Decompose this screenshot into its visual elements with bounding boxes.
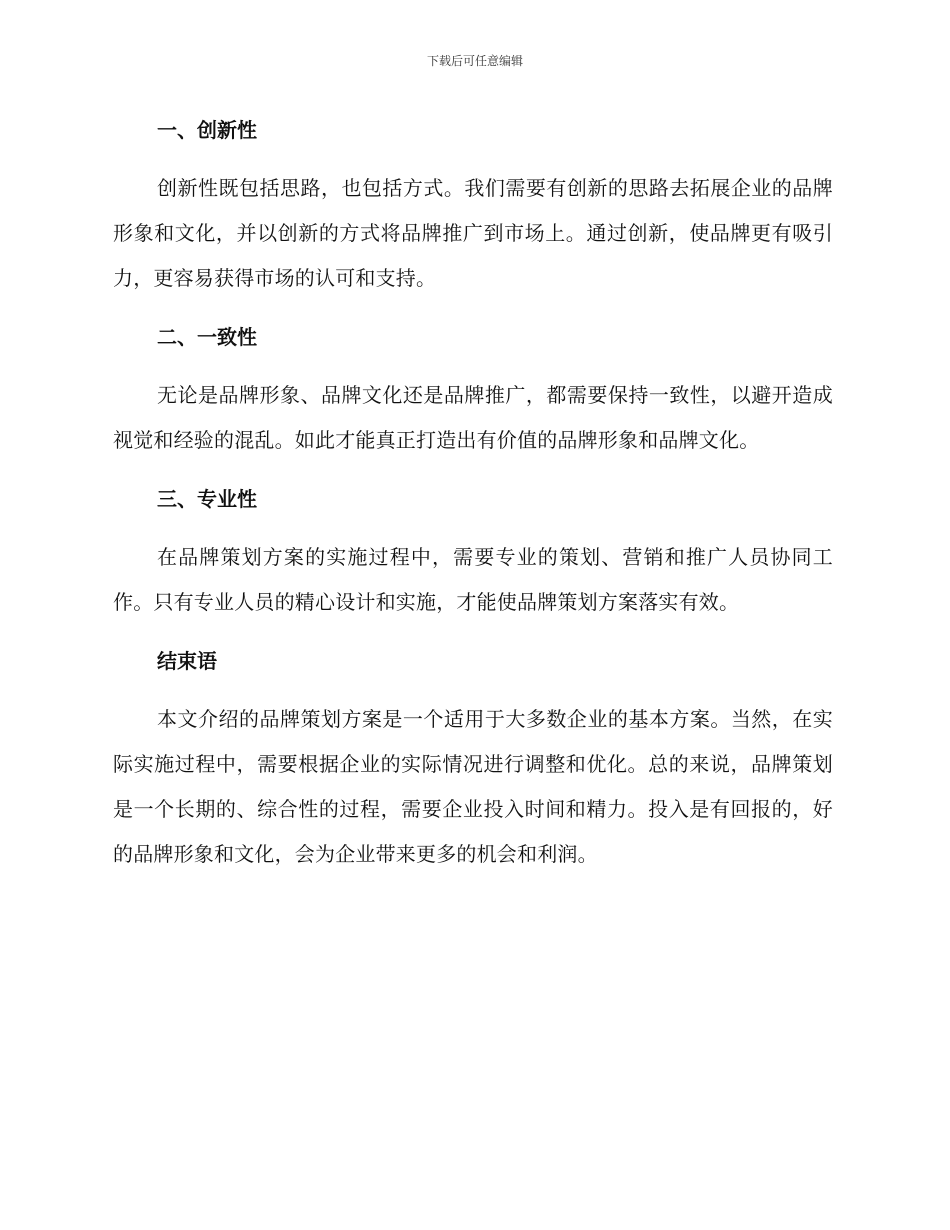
section-heading-consistency: 二、一致性 [157, 325, 257, 349]
page-header: 下载后可任意编辑 [426, 54, 523, 68]
section-paragraph-consistency: 无论是品牌形象、品牌文化还是品牌推广，都需要保持一致性，以避开造成视觉和经验的混乱。如此才能真正打造出有价值的品牌形象和品牌文化。 [113, 383, 833, 452]
document-body [113, 108, 833, 891]
section-heading-innovation: 一、创新性 [157, 118, 257, 142]
section-paragraph-conclusion: 本文介绍的品牌策划方案是一个适用于大多数企业的基本方案。当然，在实际实施过程中，需要根据企业的实际情况进行调整和优化。总的来说，品牌策划是一个长期的、综合性的过程，需要企业投入时间和精力。投入是有回报的，好的品牌形象和文化，会为企业带来更多的机会和利润。 [113, 707, 833, 866]
section-heading-conclusion: 结束语 [157, 649, 217, 673]
section-paragraph-innovation: 创新性既包括思路，也包括方式。我们需要有创新的思路去拓展企业的品牌形象和文化，并以创新的方式将品牌推广到市场上。通过创新，使品牌更有吸引力，更容易获得市场的认可和支持。 [113, 176, 833, 290]
section-heading-professionalism: 三、专业性 [157, 487, 257, 511]
section-paragraph-professionalism: 在品牌策划方案的实施过程中，需要专业的策划、营销和推广人员协同工作。只有专业人员的精心设计和实施，才能使品牌策划方案落实有效。 [113, 545, 833, 614]
